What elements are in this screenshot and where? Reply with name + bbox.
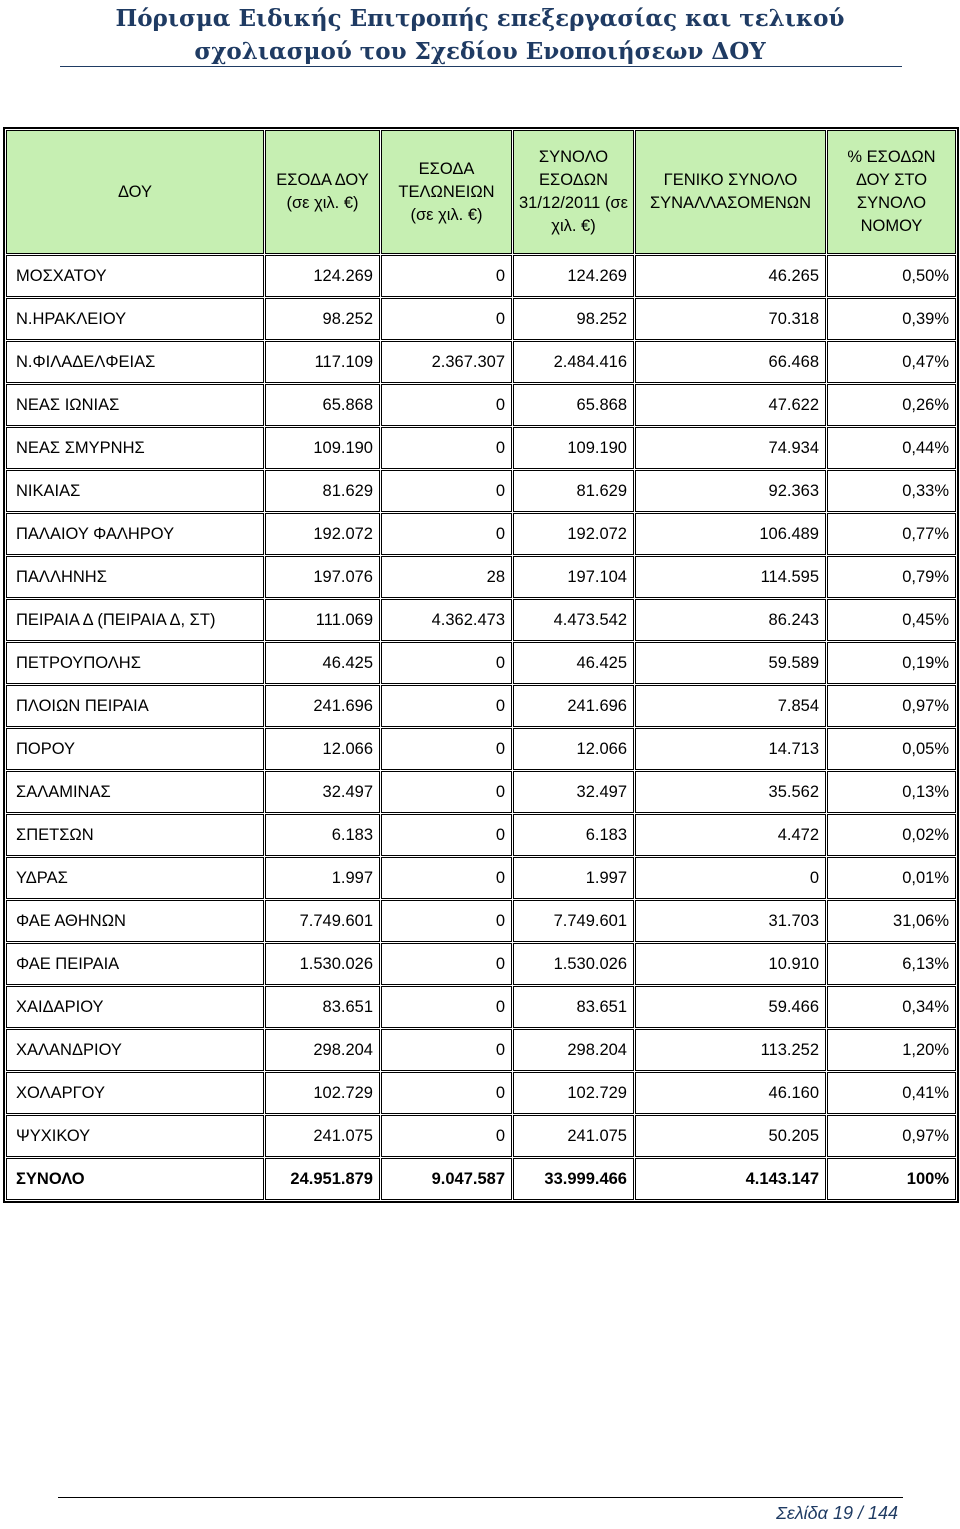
cell-revenue-share: 0,97% <box>827 1115 956 1157</box>
cell-customs-revenue: 0 <box>381 1072 512 1114</box>
cell-revenue-share: 0,19% <box>827 642 956 684</box>
table-row <box>6 341 956 383</box>
cell-tax-office-revenue: 32.497 <box>265 771 380 813</box>
cell-total-revenue: 33.999.466 <box>513 1158 634 1200</box>
cell-total-transactors: 86.243 <box>635 599 826 641</box>
cell-total-transactors: 92.363 <box>635 470 826 512</box>
cell-total-transactors: 46.160 <box>635 1072 826 1114</box>
cell-total-transactors: 47.622 <box>635 384 826 426</box>
cell-tax-office-name: ΠΕΙΡΑΙΑ Δ (ΠΕΙΡΑΙΑ Δ, ΣΤ) <box>6 599 264 641</box>
cell-tax-office-revenue: 192.072 <box>265 513 380 555</box>
cell-revenue-share: 6,13% <box>827 943 956 985</box>
cell-revenue-share: 0,13% <box>827 771 956 813</box>
cell-revenue-share: 0,26% <box>827 384 956 426</box>
cell-tax-office-revenue: 6.183 <box>265 814 380 856</box>
cell-total-transactors: 59.466 <box>635 986 826 1028</box>
cell-total-revenue: 102.729 <box>513 1072 634 1114</box>
cell-total-transactors: 74.934 <box>635 427 826 469</box>
table-row <box>6 1115 956 1157</box>
cell-revenue-share: 0,97% <box>827 685 956 727</box>
cell-customs-revenue: 0 <box>381 427 512 469</box>
cell-customs-revenue: 4.362.473 <box>381 599 512 641</box>
cell-tax-office-name: ΥΔΡΑΣ <box>6 857 264 899</box>
cell-revenue-share: 0,77% <box>827 513 956 555</box>
cell-tax-office-name: ΦΑΕ ΑΘΗΝΩΝ <box>6 900 264 942</box>
table-row <box>6 642 956 684</box>
cell-customs-revenue: 0 <box>381 384 512 426</box>
table-row <box>6 857 956 899</box>
table-row <box>6 384 956 426</box>
cell-tax-office-revenue: 241.075 <box>265 1115 380 1157</box>
cell-total-transactors: 70.318 <box>635 298 826 340</box>
cell-total-transactors: 10.910 <box>635 943 826 985</box>
cell-revenue-share: 1,20% <box>827 1029 956 1071</box>
cell-revenue-share: 0,02% <box>827 814 956 856</box>
cell-total-revenue: 2.484.416 <box>513 341 634 383</box>
title-divider <box>60 66 902 67</box>
cell-tax-office-revenue: 1.530.026 <box>265 943 380 985</box>
cell-revenue-share: 0,79% <box>827 556 956 598</box>
cell-tax-office-revenue: 111.069 <box>265 599 380 641</box>
cell-total-transactors: 31.703 <box>635 900 826 942</box>
table-header-row <box>6 130 956 254</box>
cell-total-transactors: 59.589 <box>635 642 826 684</box>
table-row <box>6 470 956 512</box>
cell-tax-office-revenue: 124.269 <box>265 255 380 297</box>
cell-total-revenue: 1.530.026 <box>513 943 634 985</box>
cell-customs-revenue: 0 <box>381 685 512 727</box>
table-row <box>6 513 956 555</box>
cell-tax-office-name: ΠΑΛΑΙΟΥ ΦΑΛΗΡΟΥ <box>6 513 264 555</box>
cell-customs-revenue: 0 <box>381 298 512 340</box>
cell-customs-revenue: 0 <box>381 1029 512 1071</box>
table-row <box>6 943 956 985</box>
cell-tax-office-name: ΦΑΕ ΠΕΙΡΑΙΑ <box>6 943 264 985</box>
table-row <box>6 1029 956 1071</box>
table-row <box>6 298 956 340</box>
cell-customs-revenue: 0 <box>381 1115 512 1157</box>
cell-customs-revenue: 0 <box>381 986 512 1028</box>
cell-tax-office-name: ΠΑΛΛΗΝΗΣ <box>6 556 264 598</box>
cell-customs-revenue: 0 <box>381 470 512 512</box>
cell-tax-office-name: ΠΟΡΟΥ <box>6 728 264 770</box>
table-row <box>6 599 956 641</box>
cell-customs-revenue: 0 <box>381 814 512 856</box>
cell-tax-office-name: ΠΛΟΙΩΝ ΠΕΙΡΑΙΑ <box>6 685 264 727</box>
cell-customs-revenue: 0 <box>381 943 512 985</box>
cell-tax-office-revenue: 109.190 <box>265 427 380 469</box>
cell-revenue-share: 0,01% <box>827 857 956 899</box>
cell-customs-revenue: 28 <box>381 556 512 598</box>
cell-tax-office-name: Ν.ΗΡΑΚΛΕΙΟΥ <box>6 298 264 340</box>
cell-total-transactors: 4.143.147 <box>635 1158 826 1200</box>
cell-revenue-share: 100% <box>827 1158 956 1200</box>
cell-revenue-share: 0,44% <box>827 427 956 469</box>
cell-customs-revenue: 0 <box>381 771 512 813</box>
cell-tax-office-revenue: 98.252 <box>265 298 380 340</box>
cell-tax-office-revenue: 24.951.879 <box>265 1158 380 1200</box>
table-row <box>6 728 956 770</box>
cell-total-revenue: 241.075 <box>513 1115 634 1157</box>
cell-total-revenue: 6.183 <box>513 814 634 856</box>
cell-tax-office-name: ΝΙΚΑΙΑΣ <box>6 470 264 512</box>
cell-total-transactors: 46.265 <box>635 255 826 297</box>
cell-customs-revenue: 0 <box>381 255 512 297</box>
cell-tax-office-name: ΜΟΣΧΑΤΟΥ <box>6 255 264 297</box>
header-tax-office: ΔΟΥ <box>6 130 264 254</box>
cell-tax-office-name: ΣΠΕΤΣΩΝ <box>6 814 264 856</box>
cell-tax-office-revenue: 102.729 <box>265 1072 380 1114</box>
cell-total-revenue: 32.497 <box>513 771 634 813</box>
cell-tax-office-name: ΧΟΛΑΡΓΟΥ <box>6 1072 264 1114</box>
table-total-row <box>6 1158 956 1200</box>
cell-revenue-share: 0,34% <box>827 986 956 1028</box>
cell-customs-revenue: 0 <box>381 513 512 555</box>
cell-tax-office-revenue: 117.109 <box>265 341 380 383</box>
table-row <box>6 771 956 813</box>
cell-tax-office-revenue: 241.696 <box>265 685 380 727</box>
cell-total-transactors: 35.562 <box>635 771 826 813</box>
table-row <box>6 986 956 1028</box>
cell-tax-office-name: ΝΕΑΣ ΙΩΝΙΑΣ <box>6 384 264 426</box>
cell-total-revenue: 197.104 <box>513 556 634 598</box>
cell-total-transactors: 106.489 <box>635 513 826 555</box>
cell-total-revenue: 12.066 <box>513 728 634 770</box>
cell-total-revenue: 1.997 <box>513 857 634 899</box>
cell-total-revenue: 4.473.542 <box>513 599 634 641</box>
table-row <box>6 427 956 469</box>
cell-tax-office-name: ΣΑΛΑΜΙΝΑΣ <box>6 771 264 813</box>
table-row <box>6 900 956 942</box>
cell-total-revenue: 298.204 <box>513 1029 634 1071</box>
cell-total-transactors: 66.468 <box>635 341 826 383</box>
cell-tax-office-name: ΧΑΛΑΝΔΡΙΟΥ <box>6 1029 264 1071</box>
table-row <box>6 1072 956 1114</box>
header-total-transactors: ΓΕΝΙΚΟ ΣΥΝΟΛΟ ΣΥΝΑΛΛΑΣΟΜΕΝΩΝ <box>635 130 826 254</box>
cell-customs-revenue: 0 <box>381 642 512 684</box>
cell-revenue-share: 0,47% <box>827 341 956 383</box>
table-row <box>6 685 956 727</box>
cell-total-transactors: 0 <box>635 857 826 899</box>
table-body <box>6 255 956 1200</box>
cell-revenue-share: 31,06% <box>827 900 956 942</box>
cell-customs-revenue: 0 <box>381 900 512 942</box>
cell-tax-office-revenue: 65.868 <box>265 384 380 426</box>
cell-tax-office-revenue: 197.076 <box>265 556 380 598</box>
tax-office-revenue-table <box>3 127 959 1203</box>
cell-tax-office-revenue: 46.425 <box>265 642 380 684</box>
cell-total-revenue: 109.190 <box>513 427 634 469</box>
cell-revenue-share: 0,50% <box>827 255 956 297</box>
document-title: Πόρισμα Ειδικής Επιτροπής επεξεργασίας και τελικού σχολιασμού του Σχεδίου Ενοποιήσεων ΔΟΥ <box>115 5 845 65</box>
footer-divider <box>58 1497 903 1498</box>
cell-tax-office-name: ΝΕΑΣ ΣΜΥΡΝΗΣ <box>6 427 264 469</box>
cell-tax-office-revenue: 83.651 <box>265 986 380 1028</box>
cell-total-transactors: 7.854 <box>635 685 826 727</box>
cell-tax-office-revenue: 81.629 <box>265 470 380 512</box>
cell-tax-office-revenue: 12.066 <box>265 728 380 770</box>
cell-customs-revenue: 0 <box>381 857 512 899</box>
cell-tax-office-name: Ν.ΦΙΛΑΔΕΛΦΕΙΑΣ <box>6 341 264 383</box>
cell-total-transactors: 50.205 <box>635 1115 826 1157</box>
table-row <box>6 255 956 297</box>
cell-total-transactors: 113.252 <box>635 1029 826 1071</box>
cell-total-transactors: 14.713 <box>635 728 826 770</box>
table-row <box>6 814 956 856</box>
cell-revenue-share: 0,05% <box>827 728 956 770</box>
cell-total-revenue: 46.425 <box>513 642 634 684</box>
cell-tax-office-revenue: 298.204 <box>265 1029 380 1071</box>
cell-total-revenue: 241.696 <box>513 685 634 727</box>
table-row <box>6 556 956 598</box>
header-tax-office-revenue: ΕΣΟΔΑ ΔΟΥ (σε χιλ. €) <box>265 130 380 254</box>
cell-total-transactors: 114.595 <box>635 556 826 598</box>
cell-total-revenue: 7.749.601 <box>513 900 634 942</box>
cell-customs-revenue: 9.047.587 <box>381 1158 512 1200</box>
cell-tax-office-revenue: 7.749.601 <box>265 900 380 942</box>
cell-total-revenue: 192.072 <box>513 513 634 555</box>
header-revenue-share: % ΕΣΟΔΩΝ ΔΟΥ ΣΤΟ ΣΥΝΟΛΟ ΝΟΜΟΥ <box>827 130 956 254</box>
cell-customs-revenue: 0 <box>381 728 512 770</box>
cell-total-transactors: 4.472 <box>635 814 826 856</box>
cell-revenue-share: 0,45% <box>827 599 956 641</box>
cell-customs-revenue: 2.367.307 <box>381 341 512 383</box>
cell-tax-office-revenue: 1.997 <box>265 857 380 899</box>
cell-total-revenue: 83.651 <box>513 986 634 1028</box>
cell-total-revenue: 81.629 <box>513 470 634 512</box>
cell-tax-office-name: ΧΑΙΔΑΡΙΟΥ <box>6 986 264 1028</box>
header-customs-revenue: ΕΣΟΔΑ ΤΕΛΩΝΕΙΩΝ (σε χιλ. €) <box>381 130 512 254</box>
cell-revenue-share: 0,33% <box>827 470 956 512</box>
cell-total-revenue: 124.269 <box>513 255 634 297</box>
cell-revenue-share: 0,39% <box>827 298 956 340</box>
cell-total-revenue: 98.252 <box>513 298 634 340</box>
cell-total-revenue: 65.868 <box>513 384 634 426</box>
cell-tax-office-name: ΣΥΝΟΛΟ <box>6 1158 264 1200</box>
cell-revenue-share: 0,41% <box>827 1072 956 1114</box>
header-total-revenue: ΣΥΝΟΛΟ ΕΣΟΔΩΝ 31/12/2011 (σε χιλ. €) <box>513 130 634 254</box>
cell-tax-office-name: ΠΕΤΡΟΥΠΟΛΗΣ <box>6 642 264 684</box>
page-number: Σελίδα 19 / 144 <box>776 1503 898 1523</box>
cell-tax-office-name: ΨΥΧΙΚΟΥ <box>6 1115 264 1157</box>
